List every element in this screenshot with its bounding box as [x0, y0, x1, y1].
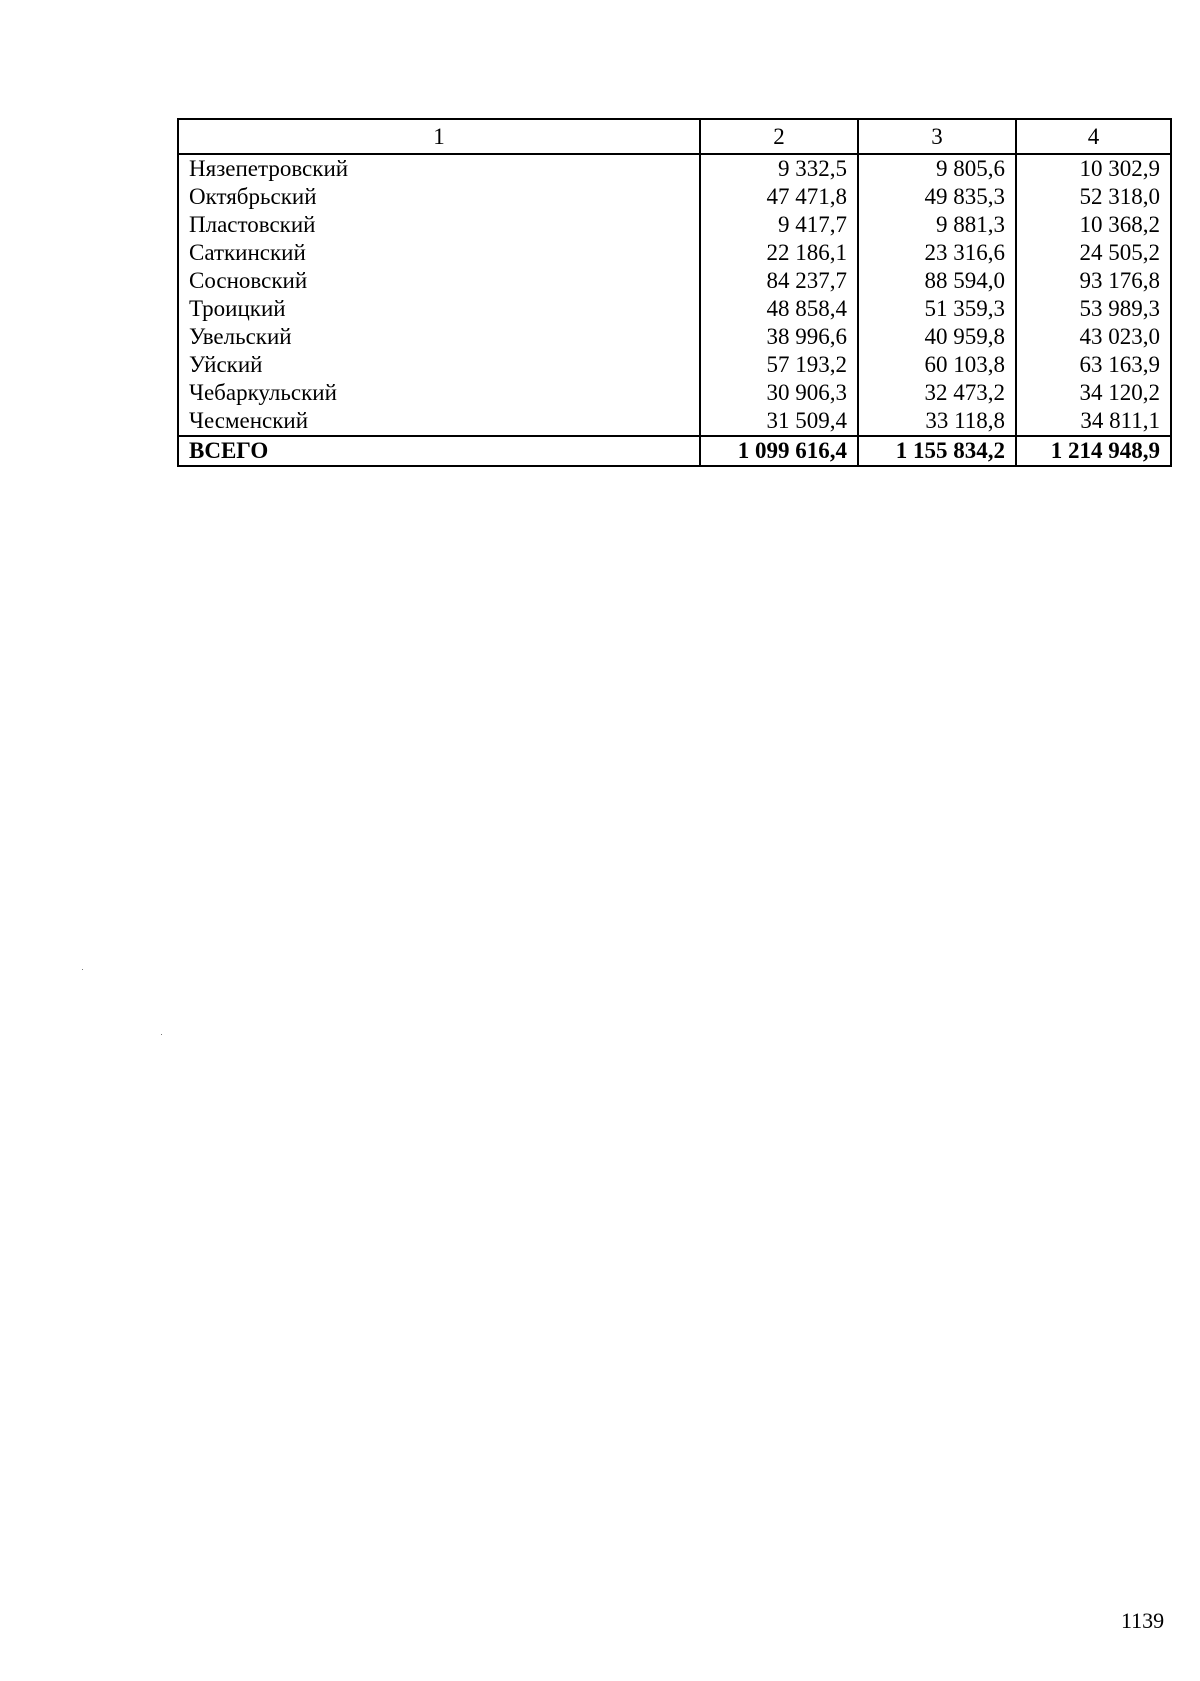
total-value-col2: 1 099 616,4: [700, 436, 858, 466]
row-name: Чесменский: [178, 407, 700, 436]
scan-speck: [161, 1034, 162, 1035]
row-value-col3: 32 473,2: [858, 379, 1016, 407]
header-row: [178, 119, 1171, 154]
row-name: Уйский: [178, 351, 700, 379]
row-value-col4: 24 505,2: [1016, 239, 1171, 267]
row-value-col3: 51 359,3: [858, 295, 1016, 323]
row-value-col3: 88 594,0: [858, 267, 1016, 295]
row-value-col2: 57 193,2: [700, 351, 858, 379]
row-value-col4: 34 120,2: [1016, 379, 1171, 407]
table-row: [178, 154, 1171, 183]
row-value-col2: 38 996,6: [700, 323, 858, 351]
row-value-col4: 53 989,3: [1016, 295, 1171, 323]
table-row: [178, 295, 1171, 323]
row-value-col2: 30 906,3: [700, 379, 858, 407]
table-row: [178, 183, 1171, 211]
row-value-col2: 48 858,4: [700, 295, 858, 323]
row-name: Увельский: [178, 323, 700, 351]
row-value-col3: 33 118,8: [858, 407, 1016, 436]
row-value-col3: 40 959,8: [858, 323, 1016, 351]
data-table: [177, 118, 1172, 467]
total-row: [178, 436, 1171, 466]
row-value-col4: 34 811,1: [1016, 407, 1171, 436]
row-value-col2: 31 509,4: [700, 407, 858, 436]
column-header-3: 3: [858, 119, 1016, 154]
table-row: [178, 239, 1171, 267]
row-value-col3: 9 881,3: [858, 211, 1016, 239]
row-value-col3: 9 805,6: [858, 154, 1016, 183]
column-header-2: 2: [700, 119, 858, 154]
column-header-4: 4: [1016, 119, 1171, 154]
total-value-col3: 1 155 834,2: [858, 436, 1016, 466]
page-number: 1139: [1121, 1608, 1165, 1633]
row-value-col3: 49 835,3: [858, 183, 1016, 211]
row-value-col2: 47 471,8: [700, 183, 858, 211]
row-value-col2: 22 186,1: [700, 239, 858, 267]
row-value-col4: 43 023,0: [1016, 323, 1171, 351]
row-name: Октябрьский: [178, 183, 700, 211]
table-row: [178, 267, 1171, 295]
row-value-col4: 63 163,9: [1016, 351, 1171, 379]
row-value-col4: 52 318,0: [1016, 183, 1171, 211]
row-name: Сосновский: [178, 267, 700, 295]
table-row: [178, 323, 1171, 351]
table-row: [178, 379, 1171, 407]
row-value-col4: 10 368,2: [1016, 211, 1171, 239]
row-name: Нязепетровский: [178, 154, 700, 183]
row-value-col2: 9 417,7: [700, 211, 858, 239]
row-name: Чебаркульский: [178, 379, 700, 407]
table-row: [178, 407, 1171, 436]
table-row: [178, 211, 1171, 239]
row-name: Саткинский: [178, 239, 700, 267]
row-value-col2: 84 237,7: [700, 267, 858, 295]
row-value-col3: 60 103,8: [858, 351, 1016, 379]
column-header-1: 1: [178, 119, 700, 154]
row-value-col4: 93 176,8: [1016, 267, 1171, 295]
row-name: Пластовский: [178, 211, 700, 239]
row-value-col3: 23 316,6: [858, 239, 1016, 267]
row-value-col2: 9 332,5: [700, 154, 858, 183]
table-row: [178, 351, 1171, 379]
total-value-col4: 1 214 948,9: [1016, 436, 1171, 466]
row-value-col4: 10 302,9: [1016, 154, 1171, 183]
row-name: Троицкий: [178, 295, 700, 323]
scan-speck: [82, 969, 83, 970]
total-label: ВСЕГО: [178, 436, 700, 466]
